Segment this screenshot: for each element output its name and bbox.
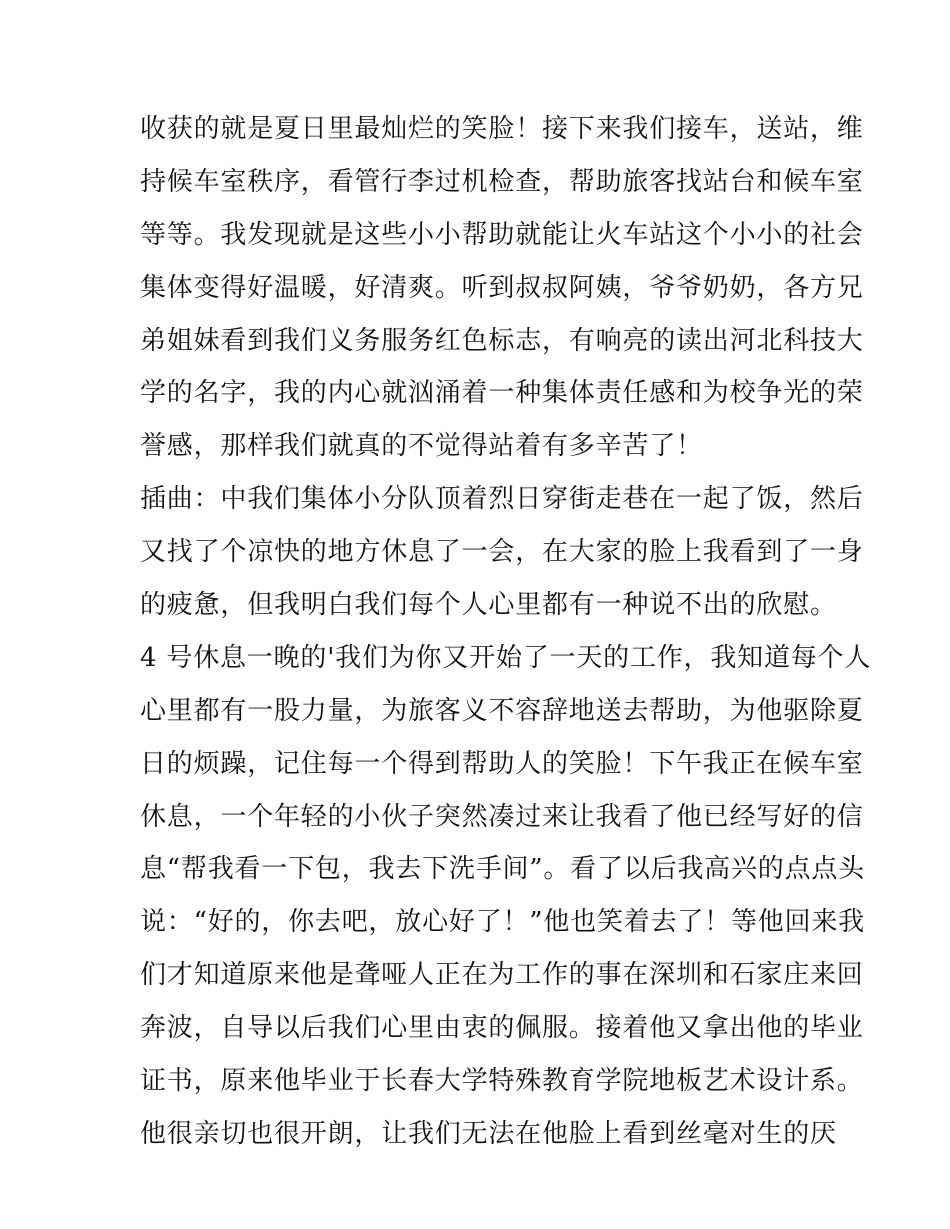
text-line: 持候车室秩序，看管行李过机检查，帮助旅客找站台和候车室 — [140, 166, 864, 197]
text-line: 们才知道原来他是聋哑人正在为工作的事在深圳和石家庄来回 — [140, 960, 864, 991]
text-line: 收获的就是夏日里最灿烂的笑脸！接下来我们接车，送站，维 — [140, 114, 864, 144]
text-line: 插曲：中我们集体小分队顶着烈日穿街走巷在一起了饭，然后 — [140, 484, 864, 515]
text-line: 说：“好的，你去吧，放心好了！”他也笑着去了！等他回来我 — [140, 907, 865, 938]
text-line: 弟姐妹看到我们义务服务红色标志，有响亮的读出河北科技大 — [140, 325, 864, 356]
text-line: 休息，一个年轻的小伙子突然凑过来让我看了他已经写好的信 — [140, 801, 864, 832]
text-line: 心里都有一股力量，为旅客义不容辞地送去帮助，为他驱除夏 — [140, 695, 864, 726]
text-line: 证书，原来他毕业于长春大学特殊教育学院地板艺术设计系。 — [140, 1066, 864, 1097]
document-body — [140, 103, 872, 1161]
text-line: 4 号休息一晚的'我们为你又开始了一天的工作，我知道每个人 — [140, 642, 872, 673]
text-line: 集体变得好温暖，好清爽。听到叔叔阿姨，爷爷奶奶，各方兄 — [140, 272, 864, 303]
text-line: 等等。我发现就是这些小小帮助就能让火车站这个小小的社会 — [140, 219, 864, 250]
text-line: 日的烦躁，记住每一个得到帮助人的笑脸！下午我正在候车室 — [140, 748, 864, 779]
text-line: 又找了个凉快的地方休息了一会，在大家的脸上我看到了一身 — [140, 537, 864, 568]
text-line: 的疲惫，但我明白我们每个人心里都有一种说不出的欣慰。 — [140, 590, 837, 621]
text-line: 奔波，自导以后我们心里由衷的佩服。接着他又拿出他的毕业 — [140, 1013, 864, 1044]
text-line: 他很亲切也很开朗，让我们无法在他脸上看到丝毫对生的厌 — [140, 1118, 837, 1149]
text-line: 息“帮我看一下包，我去下洗手间”。看了以后我高兴的点点头 — [140, 854, 865, 885]
text-line: 学的名字，我的内心就汹涌着一种集体责任感和为校争光的荣 — [140, 378, 864, 409]
text-line: 誉感，那样我们就真的不觉得站着有多辛苦了！ — [140, 431, 703, 462]
